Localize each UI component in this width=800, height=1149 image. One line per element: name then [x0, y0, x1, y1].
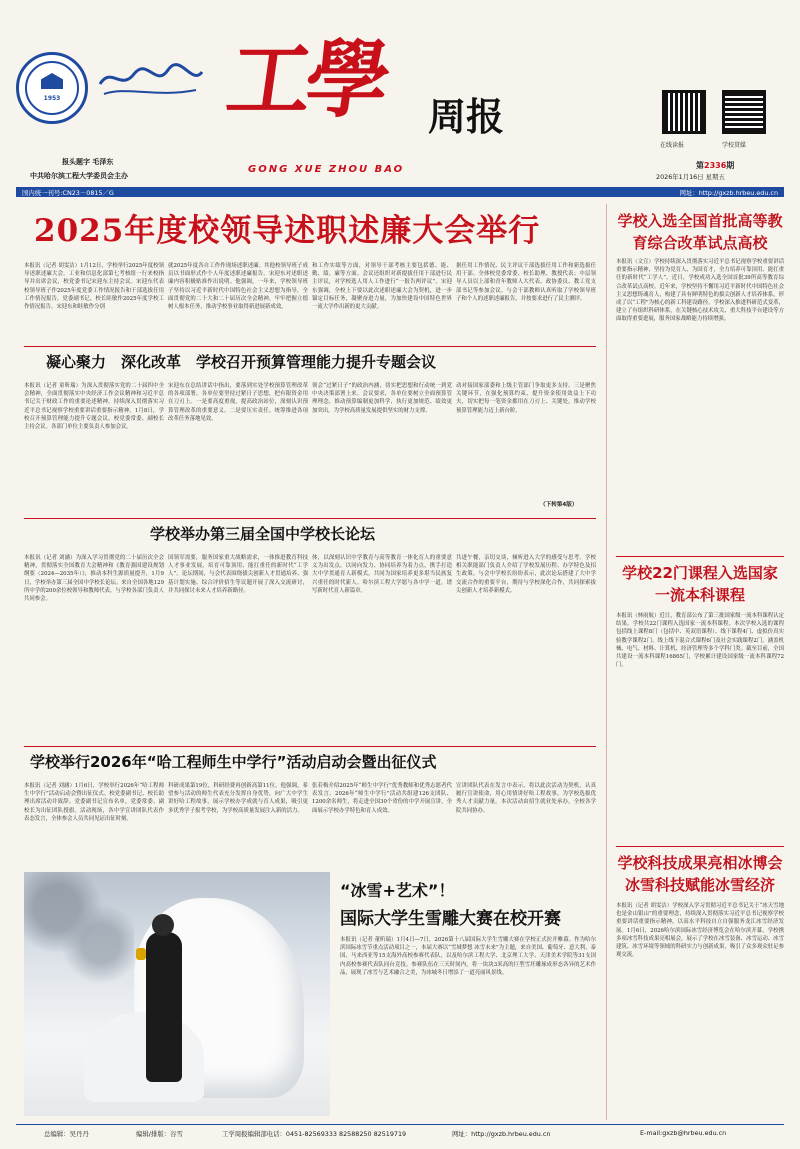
footer-bar — [16, 1124, 784, 1125]
lead-col-4: 据任用工作情况、民主评议干部选拔任用工作和新选拔任用干部。全体校党委常委、校长助理、教授代表；中层领导人员以上部和青年教师人大代表、政协委员、教工党支部书记等参加会议。与会干部教师认真听取了学校领导班子和个人的述职述廉报告，并按要求进行了民主测评。 — [456, 263, 596, 302]
divider — [616, 846, 784, 847]
lead-headline: 2025年度校领导述职述廉大会举行 — [34, 213, 541, 249]
divider — [24, 518, 596, 519]
feature-headline-1: “冰雪+艺术”！ — [340, 881, 455, 900]
snow-photo — [24, 872, 330, 1116]
masthead-title: 工學 — [221, 30, 392, 129]
footer-editor: 总编辑：吴丹丹 — [44, 1130, 89, 1138]
issue-date: 2026年1月16日 星期五 — [656, 173, 725, 181]
sidebar-item3-body: 本报讯（记者 胡雯洁）学校深入学习贯彻习近平总书记关于“冰天雪地也是金山银山”的重要理念，持续深入贯彻落实习近平总书记视察学校重要讲话重要指示精神，以高水平科技自立自强服务龙江冰雪经济发展。1月6日，2026哈尔滨国际冰雪经济博览会在哈尔滨开幕，学校携多项冰雪科技成果亮相展会，展示了学校在冰雪装备、冰雪运动、冰雪建筑、冰雪环境等领域的科研实力与创新成果，吸引了众多观众驻足参观交流。 — [616, 903, 784, 959]
article3-col-2: 国领军需要，服务国家重大战略需求，一体推进教育科技人才事业发展，培育可靠顶用、能扛重任的新时代“工学人”。论坛期间，与会代表围绕拔尖创新人才贯通培养、强基计划实施、综合评价招生等议题开展了深入交流研讨，并共同探讨未来人才培养新路径。 — [168, 555, 308, 594]
divider — [24, 746, 596, 747]
article2-continued: （下转第4版） — [540, 502, 578, 508]
sidebar-item2-title: 学校22门课程入选国家一流本科课程 — [622, 564, 778, 604]
masthead-subtitle: 周报 — [428, 95, 505, 139]
logo-calligraphy — [96, 56, 206, 102]
issue-number: 2336 — [704, 161, 727, 170]
lead-col-2: 就2025年度各自工作作现场述职述廉。其他校领导班子成员以书面形式作个人年度述职述廉报告。宋迎东对述职述廉内容积极贴准作出说明。他强调，一年来，学校领导班子坚持以习近平新时代中国特色社会主义思想为指导，全面贯彻党的二十大和二十届历次全会精神，牢牢把握立德树人根本任务，推动学校事业取得新进展新成效。 — [168, 263, 308, 311]
article2-col-1: 本报讯（记者 童昕瑞）为深入贯彻落实党的二十届四中全会精神，全面贯彻落实中央经济工作会议精神和习近平总书记关于财政工作的重要论述精神，持续深入贯彻落实习近平总书记视察学校重要讲话重要指示精神，1月8日，学校召开预算管理能力提升专题会议。校党委常委、副校长主持会议。各部门单位主要负责人参加会议。 — [24, 383, 164, 431]
masthead-bar — [16, 187, 784, 197]
qr-right-label: 学校贯媒 — [722, 142, 747, 149]
title-inscription: 报头题字 毛泽东 — [62, 158, 114, 166]
masthead-website[interactable]: 网址：http://gxzb.hrbeu.edu.cn — [679, 189, 778, 197]
article4-col-2: 科研成果第19位，科研经费再创新高第11位。他强调，希望参与活动的师生代表充分发挥自身优势，向广大中学生讲好哈工程故事，展示学校办学成就与育人成果，吸引更多优秀学子报考学校，为学校高质量发展注入新的活力。 — [168, 783, 308, 814]
qr-right[interactable] — [722, 90, 766, 134]
feature-headline-2: 国际大学生雪雕大赛在校开赛 — [340, 909, 561, 929]
issue-suffix: 期 — [726, 161, 735, 170]
sidebar-item2-body: 本报讯（林雨航）近日，教育部公布了第三批国家级一流本科课程认定结果，学校共22门课程入选国家一流本科课程。本次学校入选的课程包括线上课程8门（包括中、英双语课程）、线下课程4门、虚拟仿真实验教学课程2门，线上线下混合式课程6门及社会实践课程2门，涵盖机械、电气、材料、计算机、经济管理等多个学科门类。截至目前，全国共建设一流本科课程16865门，学校累计建设国家级一流本科课程72门。 — [616, 613, 784, 669]
masthead-pinyin: GONG XUE ZHOU BAO — [248, 164, 405, 175]
sculptor-head — [152, 914, 174, 936]
feature-body: 本报讯（记者 董昕瑞）1月4日—7日，2026第十八届国际大学生雪雕大赛在学校正式拉开帷幕。作为哈尔滨国际冰雪节重点活动项目之一，本届大赛以“雪域梦想 冰雪未来”为主题，来自美国、葡萄牙、意大利、泰国、马来西亚等15支海外高校参赛代表队，以及哈尔滨工程大学、北京理工大学、天津美术学院等31支国内高校参赛代表队同台竞技。参赛队伍在三天时间内，将一块块3米高的巨型雪坯雕琢成形态各异的艺术作品，展现了冰雪与艺术融合之美，为冰城冬日增添了一道亮丽风景线。 — [340, 937, 596, 976]
article2-headline: 凝心聚力 深化改革 学校召开预算管理能力提升专题会议 — [46, 353, 437, 371]
issue-number-line — [696, 160, 734, 171]
footer-site[interactable]: 网址：http://gxzb.hrbeu.edu.cn — [452, 1130, 551, 1138]
article4-col-3: 张若梅介绍2025年“师生中学行”优秀教师和优秀志愿者代表发言。2026年“师生中学行”活动共组建126支团队、1200余名师生，将走进全国30个省份的中学开展宣讲，全面展示学校办学特色和育人成效。 — [312, 783, 452, 814]
article3-col-4: 共进午餐，亲切交谈，倾听进入大学的感受与思考。学校相关职能部门负责人介绍了学校发展历程、办学特色及招生政策。与会中学校长纷纷表示，此次论坛搭建了大中学交流合作的重要平台，期待与学校深化合作，共同探索拔尖创新人才培养新模式。 — [456, 555, 596, 594]
lead-col-1: 本报讯（记者 胡雯洁）1月12日，学校举行2025年度校领导述职述廉大会。工业和信息化部第七考核组一行来校指导并出席会议，校党委书记宋迎东主持会议。宋迎东代表校领导班子作2025年度党委工作情况报告和干部选拔任用工作情况报告，党委副书记、校长眭敏作2025年度学校工作情况报告。宋迎东和眭敏作分别 — [24, 263, 164, 311]
footer-email[interactable]: E-mail:gxzb@hrbeu.edu.cn — [640, 1129, 727, 1137]
article2-col-3: 领会“过紧日子”的政治内涵，切实把思想和行动统一到党中央决策部署上来。会议要求，各单位要树立全面预算管理理念，推动预算编制更加科学、执行更加规范、绩效更加突出，为学校高质量发展提供坚实的财力支撑。 — [312, 383, 452, 414]
trees-silhouette — [24, 872, 134, 992]
article3-col-1: 本报讯（记者 刘涵）为深入学习贯彻党的二十届历次全会精神，贯彻落实全国教育大会精神和《教育强国建设规划纲要（2024—2035年）》，推动本科生源质量提升，1月9日，学校举办第三届全国中学校长论坛。来自全国各地129所中学的200余位校领导和教师代表，与学校各部门负责人共同参会。 — [24, 555, 164, 603]
sculptor-figure — [146, 932, 182, 1082]
issue-label: 第 — [696, 161, 704, 170]
article3-headline: 学校举办第三届全国中学校长论坛 — [150, 525, 376, 543]
cn-number: 国内统一刊号:CN23－0815／G — [22, 189, 114, 197]
divider — [616, 556, 784, 557]
article4-col-1: 本报讯（记者 刘涵）1月6日，学校举行2026年“哈工程师生中学行”活动启动会暨出征仪式。校党委副书记、校长助理出席活动并致辞。党委副书记宣布名单，党委常委、副校长为出征团队授旗。活动现场，各中学宣讲团队代表作表态发言，全体参会人员共同见证出征时刻。 — [24, 783, 164, 822]
footer-layout: 编辑/排版：谷雪 — [136, 1130, 183, 1138]
qr-left[interactable] — [662, 90, 706, 134]
sculptor-glove — [136, 948, 146, 960]
sidebar-item1-body: 本报讯（文宣）学校持续深入贯彻落实习近平总书记视察学校重要讲话重要指示精神，坚持为党育人、为国育才，全力培养可靠顶用、能扛重任的新时代“工学人”。近日，学校成功入选全国首批39所高等教育综合改革试点高校。近年来，学校坚持不懈用习近平新时代中国特色社会主义思想铸魂育人，构建了具有鲜明特色的拔尖创新人才培养体系，形成了以“工程”为核心的新工科建设路径。学校深入推进科研范式变革，建立了有组织科研体系，在关键核心技术攻关、重大科技平台建设等方面取得重要进展，服务国家战略能力持续增强。 — [616, 259, 784, 323]
sidebar-divider — [606, 204, 607, 1120]
snow-sculpture-shape — [84, 1012, 204, 1102]
qr-left-label: 在线读报 — [660, 142, 685, 149]
sidebar-item3-title: 学校科技成果亮相冰博会冰雪科技赋能冰雪经济 — [617, 854, 783, 894]
article4-col-4: 宣讲团队代表在发言中表示，将以此次活动为契机，认真履行宣讲使命，用心用情讲好哈工程故事，为学校选拔优秀人才贡献力量。本次活动由招生就业处承办，全校各学院共同协办。 — [456, 783, 596, 814]
article2-col-4: 动对接国家部委和上级主管部门争取更多支持。三是聚焦关键环节，在强化预算约束、提升资金使用效益上下功夫，切实把每一笔资金都用在刀刃上、关键处，推动学校预算管理能力迈上新台阶。 — [456, 383, 596, 414]
lead-col-3: 和工作实绩等方面，对领导干部考核主要包括德、能、勤、绩、廉等方面。会议还组织对新提拔任用干部进行民主评议，对学校选人用人工作进行“一报告两评议”。宋迎东强调，全校上下要以此次述职述廉大会为契机，进一步锚定目标任务，凝聚奋进力量，为加快建设中国特色世界一流大学作出新的更大贡献。 — [312, 263, 452, 311]
sponsor-line: 中共哈尔滨工程大学委员会主办 — [30, 172, 128, 180]
article2-col-2: 宋迎东在总结讲话中指出，要落到实处学校预算管理改革的各项部署。各单位要坚持过紧日子思想，把有限资金用在刀刃上。一是要高度重视，提高政治站位，深刻认识预算管理改革的重要意义。二是要压实责任，统筹推进各项改革任务落地见效。 — [168, 383, 308, 422]
article4-headline: 学校举行2026年“哈工程师生中学行”活动启动会暨出征仪式 — [30, 753, 437, 771]
footer-phone: 工学周报编辑部电话：0451-82569333 82588250 82519719 — [222, 1130, 407, 1138]
logo-year: 1953 — [43, 95, 61, 102]
divider — [24, 346, 596, 347]
article3-col-3: 体，以深刻认识中学教育与高等教育一体化育人的重要意义为出发点，以同向发力、协同培养为着力点，携手打造大中学贯通育人新模式，共同为国家培养更多堪当民族复兴重任的时代新人。哈尔滨工程大学愿与各中学一道，谱写新时代育人新篇章。 — [312, 555, 452, 594]
school-logo — [16, 52, 88, 124]
sidebar-item1-title: 学校入选全国首批高等教育综合改革试点高校 — [617, 212, 783, 252]
